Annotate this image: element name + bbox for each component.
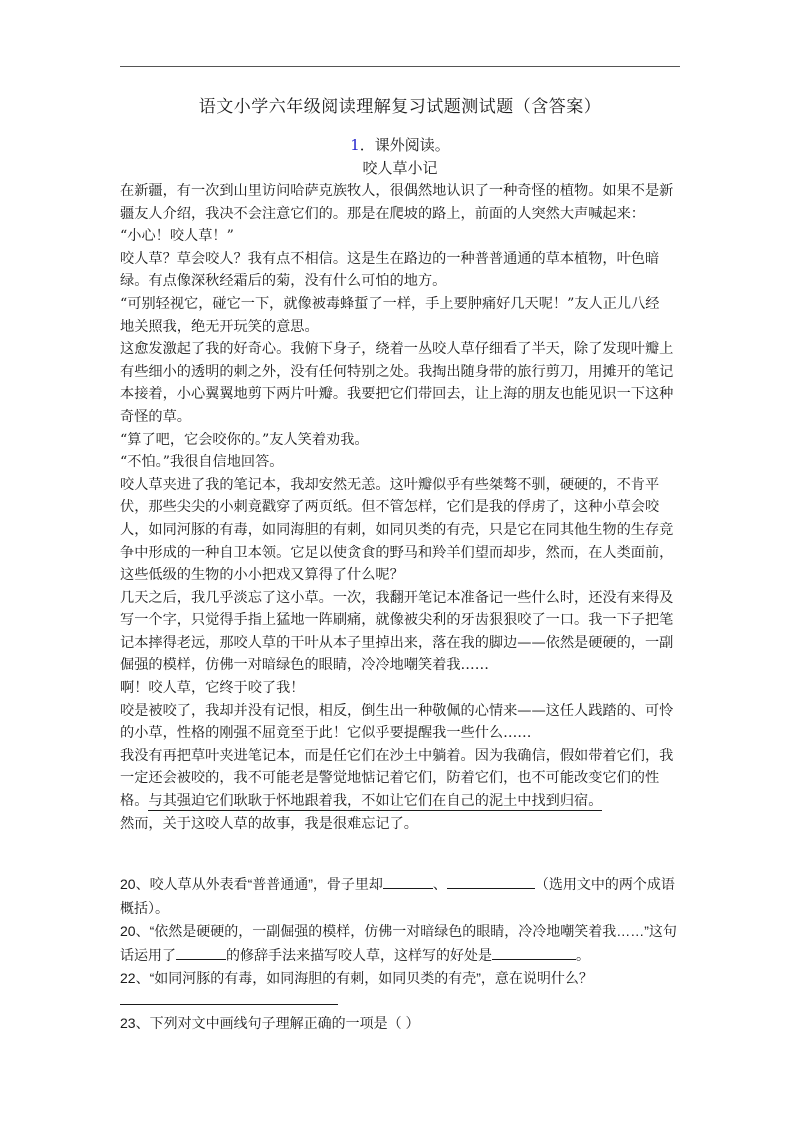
story-line: 我没有再把草叶夹进笔记本，而是任它们在沙土中躺着。因为我确信，假如带着它们，我	[120, 747, 674, 764]
story-body	[120, 180, 680, 835]
story-line: 人，如同河豚的有毒，如同海胆的有刺，如同贝类的有壳，只是它在同其他生物的生存竞	[120, 521, 674, 538]
answer-line-q22[interactable]	[120, 1004, 338, 1005]
story-line: “算了吧，它会咬你的。”友人笑着劝我。	[120, 431, 369, 448]
story-line: 伏，那些尖尖的小刺竟戳穿了两页纸。但不管怎样，它们是我的俘虏了，这种小草会咬	[120, 499, 660, 516]
question-23: 23、下列对文中画线句子理解正确的一项是（ ）	[120, 1015, 420, 1031]
story-line: 地关照我，绝无开玩笑的意思。	[120, 318, 319, 335]
story-line: “可别轻视它，碰它一下，就像被毒蜂蜇了一样，手上要肿痛好几天呢！”友人正儿八经	[120, 295, 660, 312]
question-20a	[120, 873, 680, 897]
story-line: 倔强的模样，仿佛一对暗绿色的眼睛，冷冷地嘲笑着我……	[120, 657, 489, 674]
story-line: 这些低级的生物的小小把戏又算得了什么呢？	[120, 567, 404, 584]
story-line: 在新疆，有一次到山里访问哈萨克族牧人，很偶然地认识了一种奇怪的植物。如果不是新	[120, 183, 674, 199]
story-line: 疆友人介绍，我决不会注意它们的。那是在爬坡的路上，前面的人突然大声喊起来：	[120, 205, 645, 222]
story-line: “不怕。”我很自信地回答。	[120, 454, 284, 471]
question-20b-line-2	[120, 944, 680, 968]
question-20b-text-a: 话运用了	[120, 946, 176, 963]
story-line: 咬人草？草会咬人？我有点不相信。这是生在路边的一种普普通通的草本植物，叶色暗	[120, 250, 660, 267]
story-line: 格。	[120, 793, 149, 810]
story-line: 的小草，性格的刚强不屈竟至于此！它似乎要提醒我一些什么……	[120, 725, 532, 742]
question-number: 1	[350, 136, 360, 154]
answer-blank-benefit[interactable]	[492, 945, 576, 960]
story-title: 咬人草小记	[362, 159, 438, 177]
story-line: 咬人草夹进了我的笔记本，我却安然无恙。这叶瓣似乎有些桀骜不驯，硬硬的，不肯平	[120, 476, 660, 493]
story-line: 争中形成的一种自卫本领。它足以使贪食的野马和羚羊们望而却步，然而，在人类面前，	[120, 544, 674, 561]
header-rule	[120, 66, 680, 67]
story-line: 本接着，小心翼翼地剪下两片叶瓣。我要把它们带回去，让上海的朋友也能见识一下这种	[120, 386, 674, 403]
story-line: 咬是被咬了，我却并没有记恨，相反，倒生出一种敬佩的心情来——这任人践踏的、可怜	[120, 702, 674, 719]
question-20a-suffix: （选用文中的两个成语	[534, 876, 675, 892]
story-line: “小心！咬人草！”	[120, 228, 234, 245]
story-line: 记本摔得老远，那咬人草的干叶从本子里掉出来，落在我的脚边——依然是硬硬的，一副	[120, 634, 674, 651]
story-line: 几天之后，我几乎淡忘了这小草。一次，我翻开笔记本准备记一些什么时，还没有来得及	[120, 589, 674, 606]
question-20a-separator: 、	[432, 876, 447, 892]
question-22: 22、“如同河豚的有毒，如同海胆的有刺，如同贝类的有壳”，意在说明什么？	[120, 970, 593, 986]
question-heading-text: ．课外阅读。	[359, 136, 450, 154]
story-line: 绿。有点像深秋经霜后的菊，没有什么可怕的地方。	[120, 273, 447, 290]
story-line: 这愈发激起了我的好奇心。我俯下身子，绕着一丛咬人草仔细看了半天，除了发现叶瓣上	[120, 341, 674, 358]
story-line: 啊！咬人草，它终于咬了我！	[120, 680, 305, 697]
question-20a-prefix: 20、咬人草从外表看“普普通通”，骨子里却	[120, 876, 383, 892]
question-20a-continued: 概括）。	[120, 899, 169, 916]
story-line: 写一个字，只觉得手指上猛地一阵刷痛，就像被尖利的牙齿狠狠咬了一口。我一下子把笔	[120, 612, 674, 629]
answer-blank-rhetoric[interactable]	[176, 945, 226, 960]
question-heading	[120, 134, 680, 155]
story-line: 然而，关于这咬人草的故事，我是很难忘记了。	[120, 815, 418, 832]
question-20b-line-1: 20、“依然是硬硬的，一副倔强的模样，仿佛一对暗绿色的眼睛，冷冷地嘲笑着我……”这句	[120, 923, 677, 939]
story-line: 奇怪的草。	[120, 408, 191, 425]
story-line: 一定还会被咬的，我不可能老是警觉地惦记着它们，防着它们，也不可能改变它们的性	[120, 770, 660, 787]
answer-blank-idiom-2[interactable]	[447, 874, 535, 889]
page-title: 语文小学六年级阅读理解复习试题测试题（含答案）	[198, 97, 602, 117]
questions-section	[120, 873, 680, 991]
underlined-sentence: 与其强迫它们耿耿于怀地跟着我，不如让它们在自己的泥土中找到归宿。	[148, 793, 603, 810]
question-20b-text-b: 的修辞手法来描写咬人草，这样写的好处是	[226, 946, 492, 963]
answer-blank-idiom-1[interactable]	[383, 874, 433, 889]
question-20b-text-c: 。	[576, 946, 590, 963]
story-line: 有些细小的透明的刺之外，没有任何特别之处。我掏出随身带的旅行剪刀，用摊开的笔记	[120, 363, 674, 380]
story-line-with-underline	[120, 790, 680, 813]
